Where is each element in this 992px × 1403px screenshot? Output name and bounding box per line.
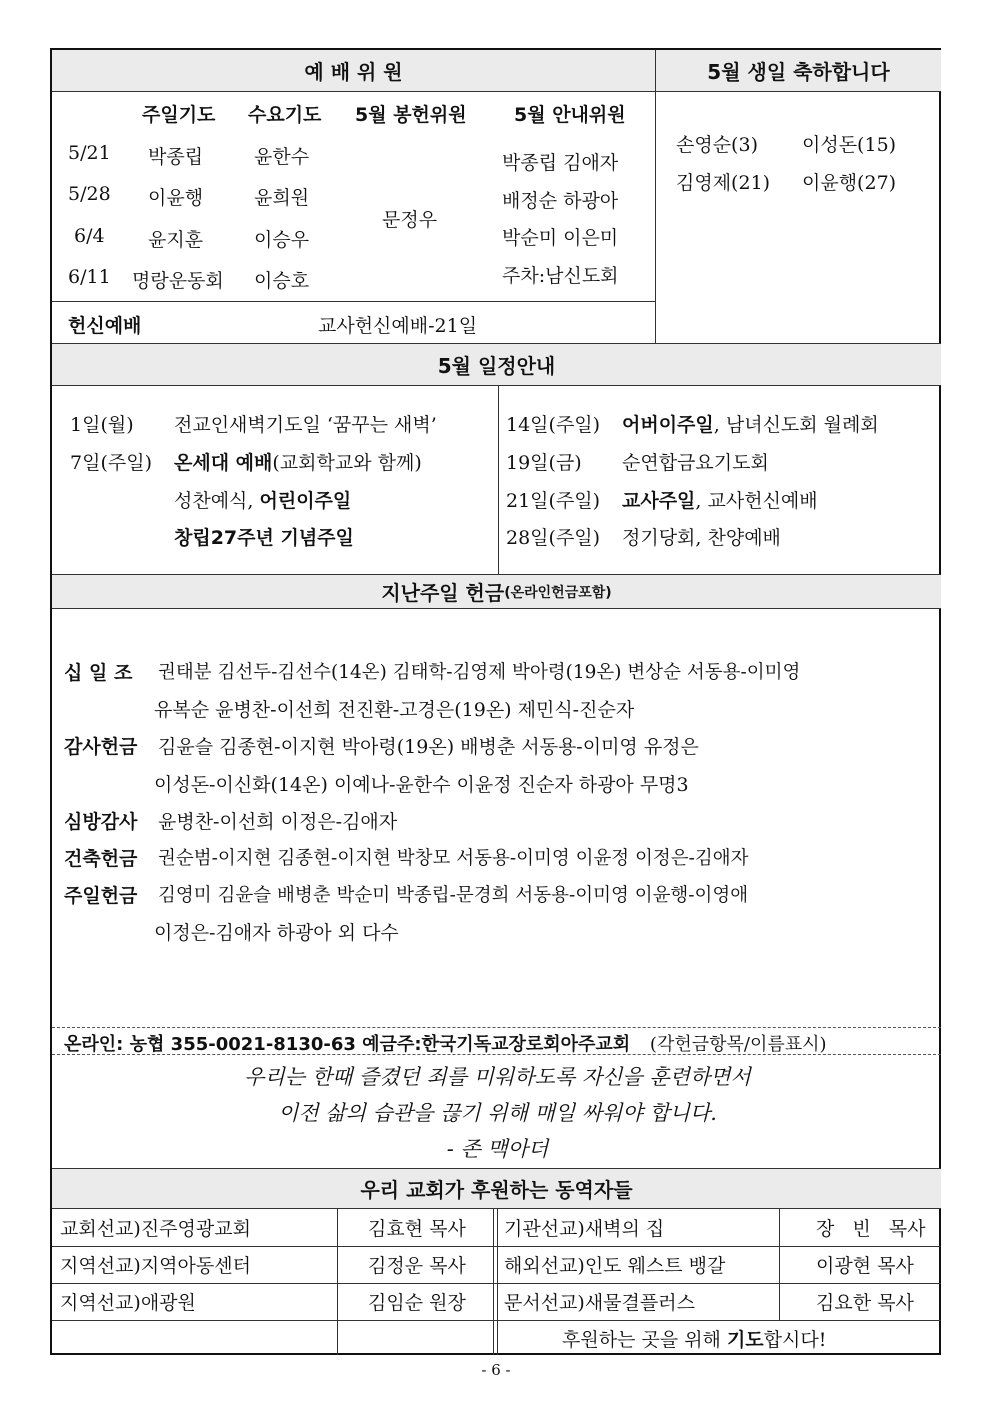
schedule-date: 14일(주일) (506, 414, 601, 436)
online-account-note: (각헌금항목/이름표시) (649, 1034, 827, 1055)
schedule-text: , 교사헌신예배 (695, 490, 818, 512)
row-wednesday: 이승우 (254, 229, 310, 251)
row-wednesday: 윤희원 (254, 187, 310, 209)
supporter-org: 해외선교)인도 웨스트 뱅갈 (504, 1255, 726, 1277)
schedule-date: 28일(주일) (506, 527, 601, 549)
row-date: 6/11 (68, 266, 111, 288)
birthday-name: 김영제(21) (676, 172, 771, 194)
schedule-date: 7일(주일) (70, 452, 152, 474)
offering-label-sunday: 주일헌금 (64, 885, 138, 907)
row-date: 5/21 (68, 142, 111, 164)
supporter-person: 김임순 원장 (368, 1292, 466, 1314)
schedule-header: 5월 일정안내 (52, 344, 941, 386)
schedule-date: 1일(월) (70, 414, 134, 436)
row-date: 5/28 (68, 183, 111, 205)
row-sunday: 윤지훈 (148, 229, 204, 251)
offering-member: 문정우 (382, 209, 438, 231)
col-header-wed-prayer: 수요기도 (248, 104, 322, 126)
offering-line: 김윤슬 김종현-이지현 박아령(19온) 배병춘 서동용-이미영 유정은 (158, 736, 699, 758)
schedule-bold: 창립27주년 기념주일 (174, 527, 354, 549)
offering-header-title: 지난주일 헌금 (381, 581, 505, 605)
row-sunday: 박종립 (148, 146, 204, 168)
supporter-org: 지역선교)지역아동센터 (60, 1255, 251, 1277)
offering-line: 윤병찬-이선희 이정은-김애자 (158, 811, 398, 833)
birthday-header: 5월 생일 축하합니다 (656, 50, 941, 92)
worship-header: 예 배 위 원 (52, 50, 655, 92)
dedication-value: 교사헌신예배-21일 (318, 315, 478, 337)
supporter-person: 김요한 목사 (816, 1292, 914, 1314)
offering-header-note: (온라인헌금포함) (504, 584, 612, 601)
schedule-bold: 어버이주일 (622, 414, 714, 436)
row-wednesday: 이승호 (254, 270, 310, 292)
col-header-usher: 5월 안내위원 (514, 104, 626, 126)
schedule-text: 정기당회, 찬양예배 (622, 527, 781, 549)
schedule-bold: 어린이주일 (259, 490, 352, 512)
schedule-entry (174, 448, 422, 475)
quote-line: 이전 삶의 습관을 끊기 위해 매일 싸워야 합니다. (278, 1101, 717, 1125)
online-account (64, 1030, 827, 1056)
supporter-org: 교회선교)진주영광교회 (60, 1218, 251, 1240)
schedule-text: 전교인새벽기도일 ‘꿈꾸는 새벽’ (174, 414, 437, 436)
birthday-name: 손영순(3) (676, 134, 758, 156)
col-header-offering: 5월 봉헌위원 (355, 104, 467, 126)
row-date: 6/4 (74, 225, 105, 247)
offering-line: 이성돈-이신화(14온) 이예나-윤한수 이윤정 진순자 하광아 무명3 (154, 774, 689, 796)
supporters-header: 우리 교회가 후원하는 동역자들 (52, 1169, 941, 1209)
quote-author: - 존 맥아더 (446, 1137, 549, 1161)
usher-line: 박종립 김애자 (502, 152, 619, 174)
dedication-label: 헌신예배 (68, 315, 142, 337)
offering-line: 권태분 김선두-김선수(14온) 김태학-김영제 박아령(19온) 변상순 서동용-이미영 (158, 662, 801, 683)
supporter-person: 장 빈 목사 (816, 1218, 926, 1240)
schedule-text: 성찬예식, (174, 490, 260, 512)
closing-bold: 기도 (726, 1329, 764, 1351)
row-wednesday: 윤한수 (254, 146, 310, 168)
supporter-person: 김효현 목사 (368, 1218, 466, 1240)
usher-line: 배정순 하광아 (502, 190, 619, 212)
schedule-text: (교회학교와 함께) (272, 452, 422, 474)
schedule-bold: 온세대 예배 (174, 452, 273, 474)
supporter-person: 김정운 목사 (368, 1255, 466, 1277)
closing-text: 후원하는 곳을 위해 (562, 1329, 727, 1351)
schedule-text: , 남녀신도회 월례회 (713, 414, 879, 436)
schedule-entry (622, 410, 879, 437)
schedule-entry (174, 486, 351, 513)
supporter-org: 지역선교)애광원 (60, 1292, 196, 1314)
supporters-closing (562, 1325, 826, 1352)
offering-line: 김영미 김윤슬 배병춘 박순미 박종립-문경희 서동용-이미영 이윤행-이영애 (158, 885, 749, 906)
supporter-org: 기관선교)새벽의 집 (504, 1218, 665, 1240)
offering-line: 권순범-이지현 김종현-이지현 박창모 서동용-이미영 이윤정 이정은-김애자 (158, 848, 749, 869)
schedule-date: 21일(주일) (506, 490, 601, 512)
quote-line: 우리는 한때 즐겼던 죄를 미워하도록 자신을 훈련하면서 (244, 1065, 751, 1089)
closing-text: 합시다! (763, 1329, 827, 1351)
offering-line: 이정은-김애자 하광아 외 다수 (154, 922, 399, 944)
page-number: - 6 - (481, 1361, 511, 1379)
birthday-name: 이윤행(27) (802, 172, 897, 194)
schedule-entry (622, 486, 818, 513)
online-account-text: 온라인: 농협 355-0021-8130-63 예금주:한국기독교장로회아주교회 (64, 1034, 631, 1055)
bulletin-page (50, 48, 941, 1355)
offering-label-building: 건축헌금 (64, 848, 138, 870)
row-sunday: 명랑운동회 (132, 270, 224, 292)
offering-label-thanks: 감사헌금 (64, 736, 138, 758)
offering-label-visit: 심방감사 (64, 811, 138, 833)
offering-header (52, 575, 941, 609)
schedule-bold: 교사주일 (622, 490, 696, 512)
schedule-date: 19일(금) (506, 452, 582, 474)
col-header-sunday-prayer: 주일기도 (142, 104, 216, 126)
offering-line: 유복순 윤병찬-이선희 전진환-고경은(19온) 제민식-진순자 (154, 699, 635, 721)
usher-line: 주차:남신도회 (502, 265, 619, 287)
schedule-text: 순연합금요기도회 (622, 452, 769, 474)
supporter-org: 문서선교)새물결플러스 (504, 1292, 695, 1314)
usher-line: 박순미 이은미 (502, 227, 619, 249)
row-sunday: 이윤행 (148, 187, 204, 209)
offering-label-tithe: 십 일 조 (64, 662, 133, 684)
birthday-name: 이성돈(15) (802, 134, 897, 156)
supporter-person: 이광현 목사 (816, 1255, 914, 1277)
